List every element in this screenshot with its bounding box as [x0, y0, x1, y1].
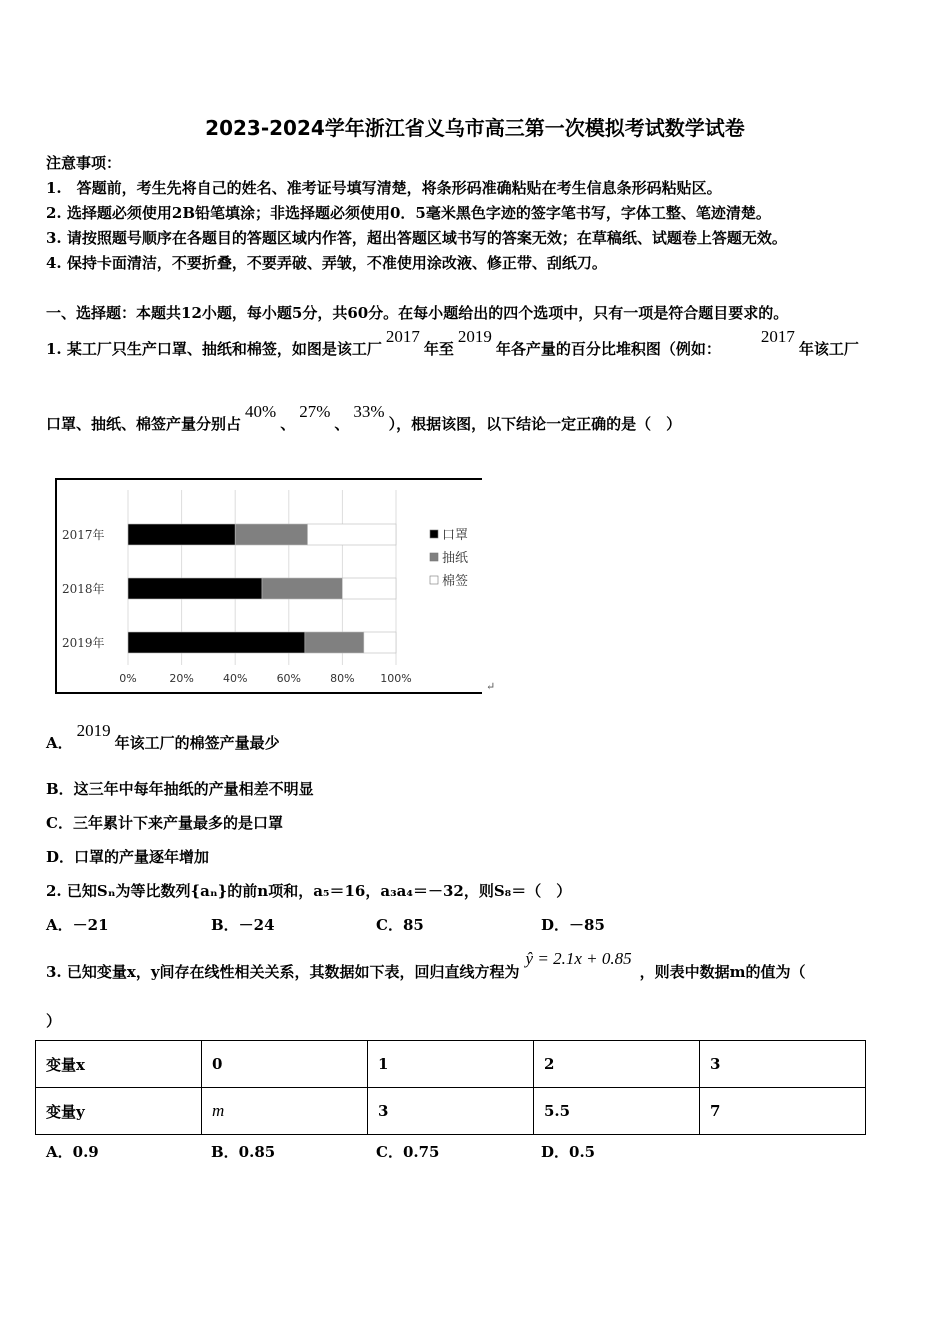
legend-swatch — [430, 576, 438, 584]
notes-heading: 注意事项： — [46, 154, 122, 172]
bar-segment — [364, 632, 396, 653]
option-3a[interactable]: A．0.9 — [46, 1143, 99, 1161]
y-category-label: 2017年 — [62, 528, 105, 542]
paragraph-mark-icon: ↵ — [486, 680, 496, 693]
option-1d[interactable]: D．口罩的产量逐年增加 — [46, 848, 210, 866]
data-table — [35, 1040, 866, 1135]
stacked-bar-chart — [55, 478, 482, 694]
option-3c[interactable]: C．0.75 — [376, 1143, 440, 1161]
option-1c[interactable]: C．三年累计下来产量最多的是口罩 — [46, 814, 283, 832]
question-3-close: ） — [46, 1012, 62, 1030]
bar-segment — [305, 632, 364, 653]
section-heading: 一、选择题：本题共12小题，每小题5分，共60分。在每小题给出的四个选项中，只有一项是符合题目要求的。 — [46, 304, 789, 322]
bar-segment — [128, 578, 262, 599]
y-category-label: 2018年 — [62, 582, 105, 596]
note-item: 3. 请按照题号顺序在各题目的答题区域内作答，超出答题区域书写的答案无效；在草稿纸、试题卷上答题无效。 — [46, 229, 787, 247]
option-3b[interactable]: B．0.85 — [211, 1143, 276, 1161]
note-item: 2. 选择题必须使用2B铅笔填涂；非选择题必须使用0．5毫米黑色字迹的签字笔书写，字体工整、笔迹清楚。 — [46, 204, 771, 222]
option-1b[interactable]: B．这三年中每年抽纸的产量相差不明显 — [46, 780, 314, 798]
bar-segment — [262, 578, 342, 599]
y-category-label: 2019年 — [62, 636, 105, 650]
option-2b[interactable]: B．－24 — [211, 916, 275, 934]
question-1-line1: 1. 某工厂只生产口罩、抽纸和棉签，如图是该工厂2017年至2019年各产量的百分比堆积图（例如：2017年该工厂 — [46, 327, 859, 358]
legend-swatch — [430, 553, 438, 561]
option-2c[interactable]: C．85 — [376, 916, 424, 934]
question-2: 2. 已知Sₙ为等比数列{aₙ}的前n项和，a₅＝16，a₃a₄＝－32，则S₈＝（ ） — [46, 882, 572, 900]
bar-segment — [128, 632, 305, 653]
x-tick-label: 20% — [169, 672, 194, 685]
x-tick-label: 100% — [380, 672, 412, 685]
note-item: 4. 保持卡面清洁，不要折叠，不要弄破、弄皱，不准使用涂改液、修正带、刮纸刀。 — [46, 254, 607, 272]
page-title: 2023-2024学年浙江省义乌市高三第一次模拟考试数学试卷 — [205, 116, 745, 140]
option-2a[interactable]: A．－21 — [46, 916, 109, 934]
legend-swatch — [430, 530, 438, 538]
x-tick-label: 0% — [119, 672, 137, 685]
legend-label: 口罩 — [442, 528, 469, 543]
option-3d[interactable]: D．0.5 — [541, 1143, 596, 1161]
x-tick-label: 40% — [222, 672, 248, 685]
table-row: 变量y m 3 5.5 7 — [36, 1088, 866, 1135]
legend-label: 棉签 — [442, 574, 469, 589]
option-2d[interactable]: D．－85 — [541, 916, 605, 934]
note-item: 1. 答题前，考生先将自己的姓名、准考证号填写清楚，将条形码准确粘贴在考生信息条形码粘贴区。 — [46, 179, 722, 197]
regression-equation: ŷ = 2.1x + 0.85 — [525, 949, 632, 968]
legend-label: 抽纸 — [442, 551, 469, 566]
bar-segment — [342, 578, 396, 599]
x-tick-label: 60% — [276, 672, 302, 685]
bar-segment — [308, 524, 396, 545]
bar-segment — [128, 524, 235, 545]
question-1-line2: 口罩、抽纸、棉签产量分别占40%、27%、33%），根据该图，以下结论一定正确的是（ ） — [46, 402, 682, 433]
x-tick-label: 80% — [330, 672, 355, 685]
option-1a[interactable]: A．2019年该工厂的棉签产量最少 — [46, 721, 280, 752]
bar-segment — [235, 524, 307, 545]
question-3: 3. 已知变量x，y间存在线性相关关系，其数据如下表，回归直线方程为ŷ = 2.1x + 0.85，则表中数据m的值为（ — [46, 949, 806, 981]
table-row: 变量x 0 1 2 3 — [36, 1041, 866, 1088]
